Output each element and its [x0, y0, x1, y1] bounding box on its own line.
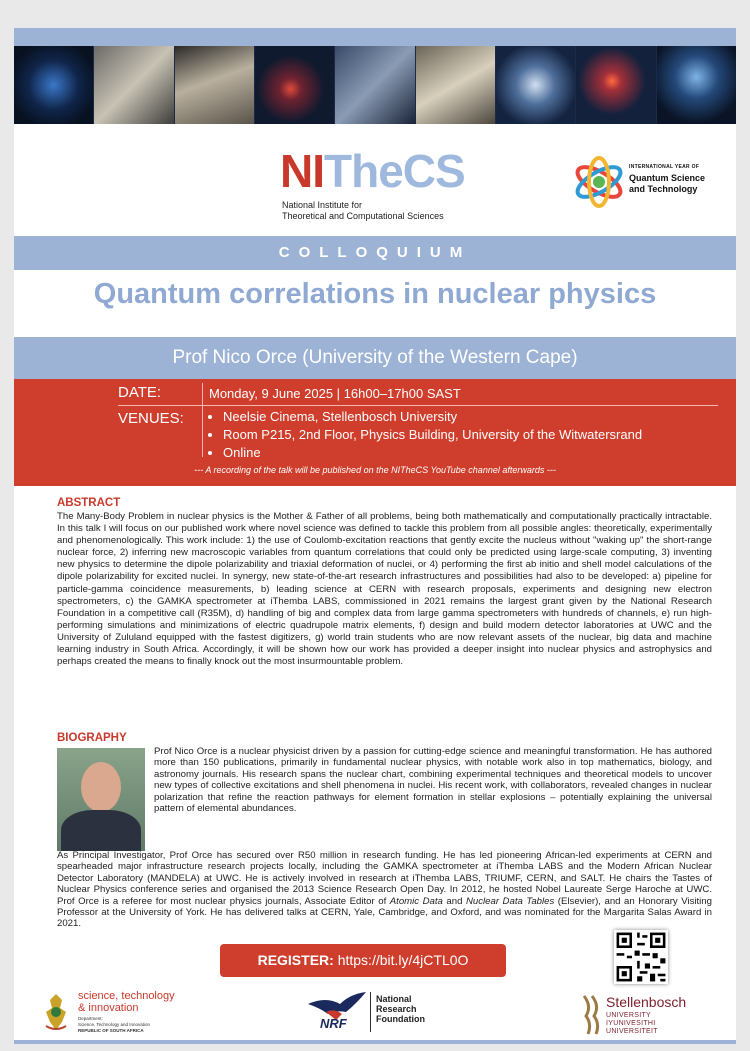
- iyq-logo: [571, 154, 721, 214]
- venue-item: • Neelsie Cinema, Stellenbosch University: [223, 408, 642, 426]
- talk-title: Quantum correlations in nuclear physics: [93, 278, 657, 310]
- logo-row: [14, 124, 736, 236]
- venue-item: • Online: [223, 444, 642, 462]
- date-label: DATE:: [118, 384, 162, 401]
- coat-of-arms-icon: [40, 992, 72, 1032]
- date-value: Monday, 9 June 2025 | 16h00–17h00 SAST: [209, 386, 461, 401]
- abstract-heading: ABSTRACT: [57, 497, 121, 509]
- speaker-photo: [57, 748, 145, 851]
- qr-code-icon: [614, 930, 668, 984]
- banner-image: [576, 46, 656, 124]
- dsti-logo: science, technology & innovation Department: Science, Technology and Innovation REPUBLIC OF SOUTH AFRICA: [40, 990, 210, 1036]
- nithecs-logo: NITheCS National Institute for Theoretical and Computational Sciences: [280, 145, 465, 221]
- details-divider: [118, 405, 718, 406]
- banner-image: [496, 46, 576, 124]
- event-details-panel: [14, 379, 736, 486]
- nrf-logo: NRF National Research Foundation: [306, 988, 456, 1038]
- banner-image: [255, 46, 335, 124]
- iyq-text: INTERNATIONAL YEAR OF Quantum Science and Technology: [629, 164, 706, 194]
- banner-image: [175, 46, 255, 124]
- header-image-banner: [14, 46, 736, 124]
- banner-image: [416, 46, 496, 124]
- register-link-button[interactable]: REGISTER: https://bit.ly/4jCTL0O: [220, 944, 506, 977]
- biography-heading: BIOGRAPHY: [57, 732, 127, 744]
- venues-label: VENUES:: [118, 410, 184, 427]
- nithecs-full-name: National Institute for Theoretical and Computational Sciences: [282, 200, 444, 221]
- speaker-band: Prof Nico Orce (University of the Western Cape): [14, 337, 736, 379]
- banner-image: [14, 46, 94, 124]
- biography-paragraph-2: As Principal Investigator, Prof Orce has secured over R50 million in research funding. He has led pioneering African-led experiments at CERN and spearheaded major infrastructure research projects locally, including the GAMKA spectrometer at iThemba LABS and the Modern African Nuclear Detector Laboratory (MANDELA) at UWC. He is actively involved in research at iThemba LABS, TRIUMF, CERN, and SALT. He chairs the Tastes of Nuclear Physics conference series and organised the 2013 Science Research Open Day. In 2012, he hosted Nobel Laureate Serge Haroche at UWC. Prof Orce is a referee for most nuclear physics journals, Associate Editor of Atomic Data and Nuclear Data Tables (Elsevier), and an Honorary Visiting Professor at the University of York. He has delivered talks at CERN, Yale, Cambridge, and Oxford, and was nominated for the Margarita Salas Award in 2021.: [57, 850, 712, 930]
- recording-note: --- A recording of the talk will be published on the NITheCS YouTube channel afterwards ---: [194, 465, 556, 475]
- poster: [14, 28, 736, 1044]
- venue-list: [209, 408, 642, 462]
- stellenbosch-logo: Stellenbosch UNIVERSITY IYUNIVESITHI UNIVERSITEIT: [580, 990, 730, 1040]
- stellenbosch-emblem-icon: [580, 992, 602, 1038]
- venue-item: • Room P215, 2nd Floor, Physics Building, University of the Witwatersrand: [223, 426, 642, 444]
- qr-code[interactable]: [614, 930, 668, 984]
- banner-image: [657, 46, 736, 124]
- event-type-band: COLLOQUIUM: [14, 236, 736, 270]
- banner-image: [94, 46, 174, 124]
- bottom-accent-bar: [14, 1040, 736, 1044]
- iyq-emblem-icon: [571, 154, 627, 210]
- abstract-text: The Many-Body Problem in nuclear physics is the Mother & Father of all problems, being both mathematically and computationally practically intractable. In this talk I will focus on our published work where novel science was defined to tackle this problem from all possible angles: theoretically, experimentally and phenomenologically. This work include: 1) the use of Coulomb-excitation reactions that gently excite the nucleus without "waking up" the short-range nuclear force, 2) inferring new macroscopic variables from quantum correlations that could only be predicted using large-scale computing, 3) inventing new physics to determine the dipole polarizability and triaxial deformation of nuclei, or 4) performing the first ab initio and shell model calculations of the dipole polarizability for excited nuclei. In synergy, new state-of-the-art research infrastructures and possibilities had also to be developed: a) pipeline for particle-gamma coincidence measurements, b) leading science at CERN with research proposals, experiments and designing new electron spectrometers, c) the GAMKA spectrometer at iThemba LABS, commissioned in 2021 remains the largest grant given by the National Research Foundation in a competitive call (R35M), d) handling of big and complex data from large gamma spectrometers with hundreds of channels, e) run high-performing simulations and minimizations of electric quadrupole matrix elements, f) design and build modern detector laboratories at UWC and the University of Zululand equipped with the fastest digitizers, g) world train students who are now relevant assets of the nuclear, big data and machine learning industry in South Africa. Accordingly, it will be shown how our work has provided a deeper insight into nuclear physics and astrophysics and perhaps created the means to finally knock out the most insurmountable problem.: [57, 511, 712, 668]
- biography-paragraph-1: Prof Nico Orce is a nuclear physicist driven by a passion for cutting-edge science and meaningful transformation. He has authored more than 150 publications, primarily in fundamental nuclear physics, with notable work also in top mathematics, biology, and astronomy journals. His research spans the nuclear chart, combining experimental techniques and theoretical models to uncover new types of collective excitations and shell phenomena in nuclei. His recent work, with collaborators, revealed changes in nuclear polarization that refine the reaction pathways for element formation in stellar explosions – potentially explaining the universal pattern of elemental abundances.: [154, 746, 712, 815]
- banner-image: [335, 46, 415, 124]
- details-divider-vertical: [202, 383, 203, 457]
- top-accent-bar: [14, 28, 736, 46]
